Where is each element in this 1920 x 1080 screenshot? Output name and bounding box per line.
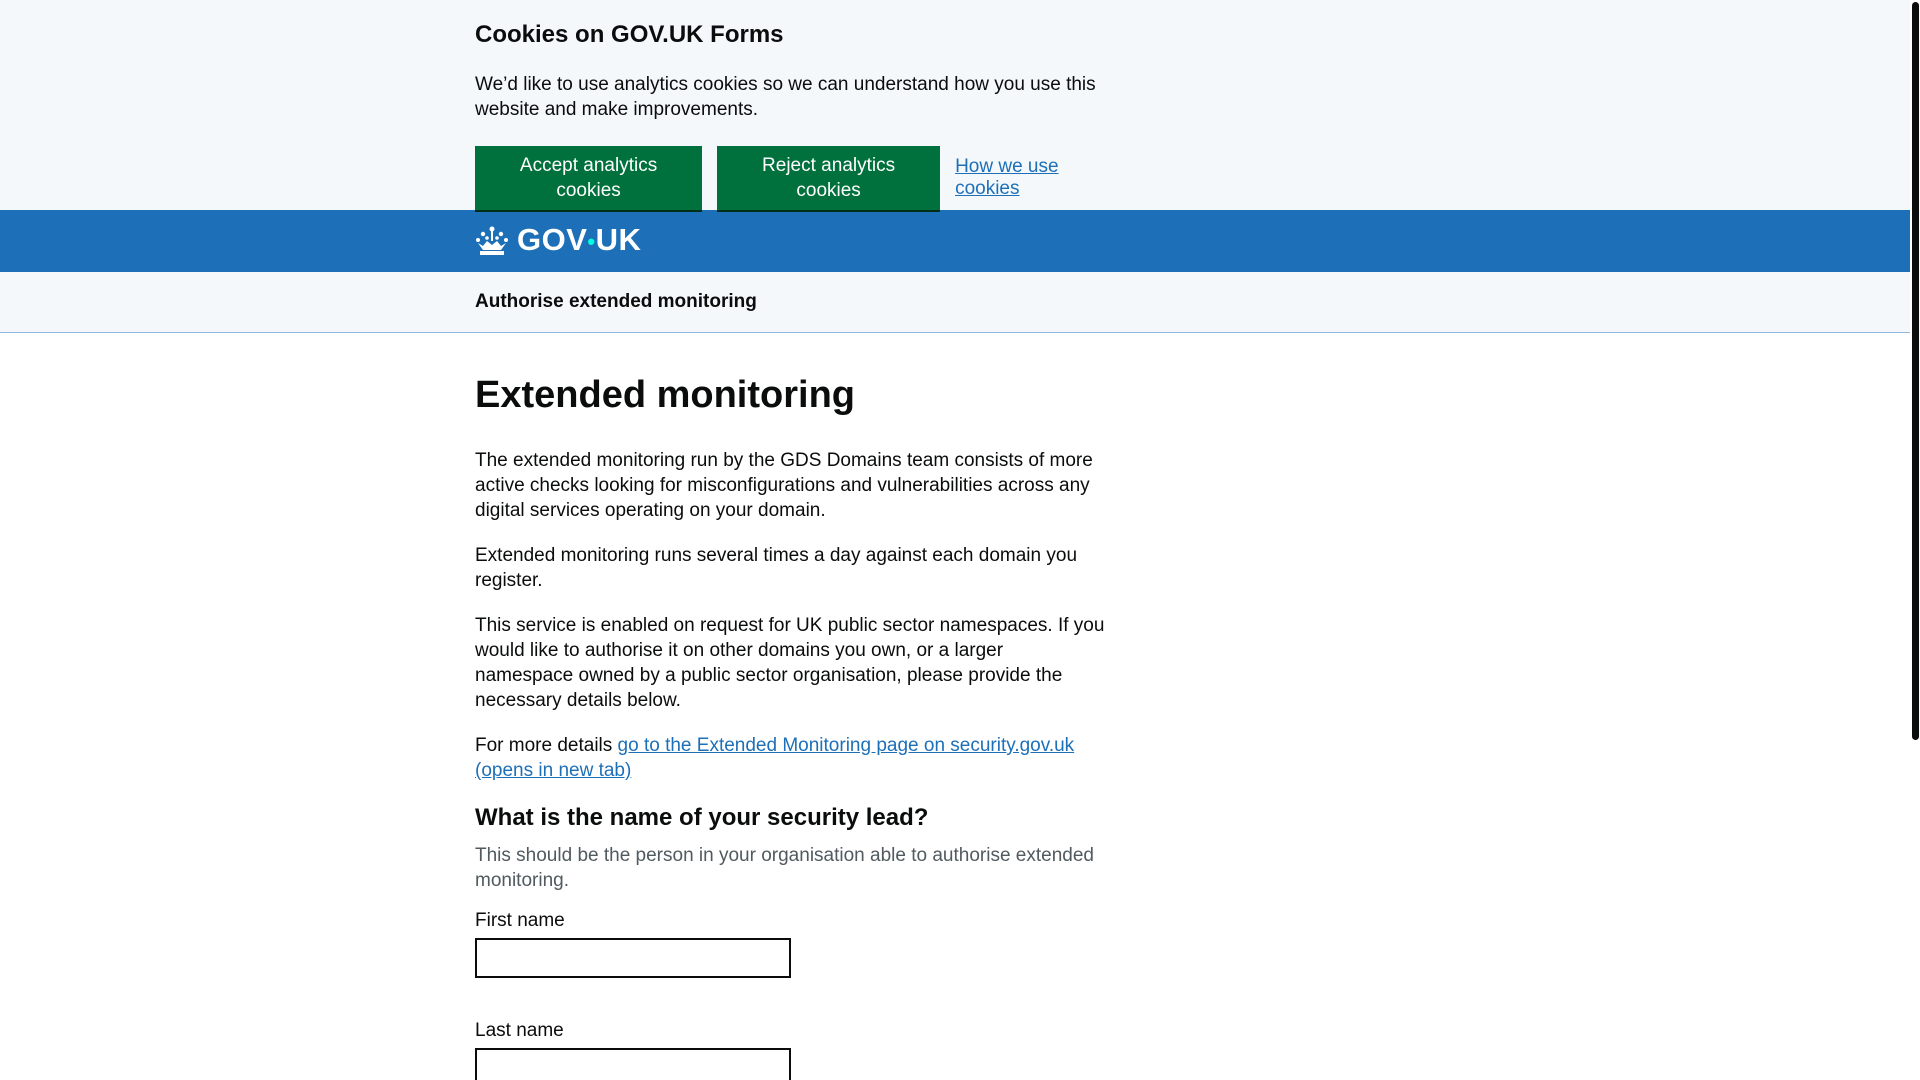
cookie-actions	[475, 146, 1125, 210]
service-name: Authorise extended monitoring	[475, 291, 757, 312]
last-name-input[interactable]	[475, 1048, 791, 1080]
paragraph: The extended monitoring run by the GDS Domains team consists of more active checks looking for misconfigurations and vulnerabilities across any digital services operating on your domain.	[475, 450, 1093, 521]
cookie-banner-text: We’d like to use analytics cookies so we can understand how you use this website and make improvements.	[475, 74, 1096, 120]
security-lead-hint: This should be the person in your organisation able to authorise extended monitoring.	[475, 845, 1094, 891]
first-name-label: First name	[475, 910, 565, 931]
first-name-input[interactable]	[475, 938, 791, 978]
govuk-logotype	[517, 222, 642, 258]
crown-icon	[475, 226, 509, 256]
paragraph: This service is enabled on request for UK public sector namespaces. If you would like to authorise it on other domains you own, or a larger namespace owned by a public sector organisation, please provide the necessary details below.	[475, 615, 1105, 711]
how-we-use-cookies-link[interactable]: How we use cookies	[955, 156, 1059, 199]
govuk-logo-link[interactable]	[475, 222, 642, 258]
last-name-label: Last name	[475, 1020, 564, 1041]
page-title: Extended monitoring	[475, 374, 855, 416]
more-details-paragraph	[475, 733, 1105, 783]
logo-text-gov: GOV	[517, 222, 588, 258]
main-content	[0, 333, 1910, 1080]
cookie-banner	[0, 0, 1910, 210]
govuk-header	[0, 210, 1910, 272]
more-details-prefix: For more details	[475, 735, 618, 756]
logo-text-uk: UK	[595, 222, 642, 258]
scrollbar[interactable]	[1910, 0, 1920, 1080]
extended-monitoring-link[interactable]: go to the Extended Monitoring page on security.gov.uk (opens in new tab)	[475, 735, 1075, 781]
cookie-banner-heading: Cookies on GOV.UK Forms	[475, 21, 784, 48]
paragraph: Extended monitoring runs several times a day against each domain you register.	[475, 545, 1078, 591]
service-navigation	[0, 272, 1910, 333]
security-lead-question: What is the name of your security lead?	[475, 804, 929, 831]
reject-cookies-button[interactable]: Reject analytics cookies	[717, 146, 940, 210]
intro-text	[475, 448, 1125, 783]
accept-cookies-button[interactable]: Accept analytics cookies	[475, 146, 702, 210]
scrollbar-thumb[interactable]	[1912, 2, 1919, 740]
logo-dot: •	[587, 228, 596, 254]
